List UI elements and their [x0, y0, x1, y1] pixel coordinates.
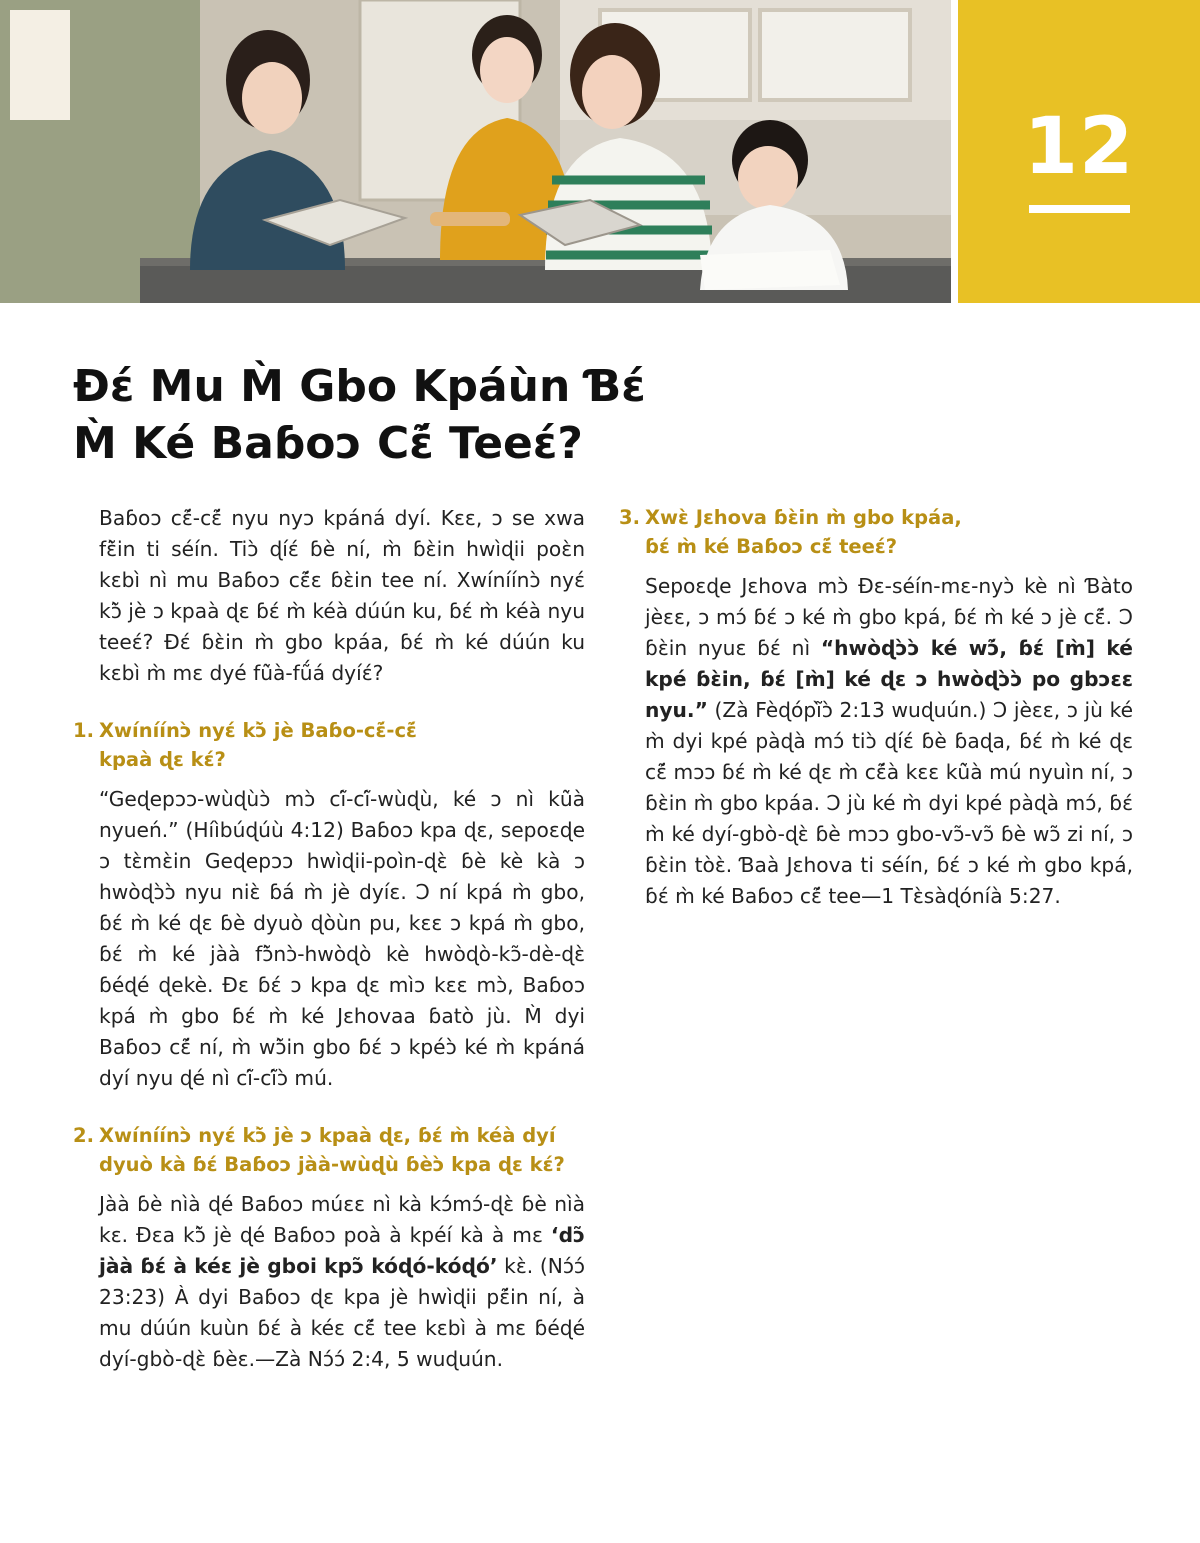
answer-2-text-b: kɛ̀. (Nɔ́ɔ́ 23:23) À dyi Baɓoɔ ɖɛ kpa jè hwìɖii pɛ̃́in ní, à mu dúún kuùn ɓɛ́ à kéɛ cɛ̃́ tee kɛbì à mɛ ɓéɖé dyí-gbò-ɖɛ̀ ɓèɛ.—Zà Nɔ́ɔ́ 2:4, 5 wuɖuún.: [99, 1254, 585, 1371]
question-3: [619, 503, 1133, 561]
answer-3-bold-quote: “hwòɖɔ̀ɔ̀ ké wɔ̃́, ɓɛ́ [m̀] ké kpé ɓɛ̀in, ɓɛ́ [m̀] ké ɖɛ ɔ hwòɖɔ̀ɔ̀ po gbɔɛɛ nyu.”: [645, 636, 1133, 722]
page-title-line-2: M̀ Ké Baɓoɔ Cɛ̃́ Teeɛ́?: [73, 418, 583, 469]
question-3-line-2: ɓɛ́ m̀ ké Baɓoɔ cɛ̃́ teeɛ́?: [645, 535, 898, 558]
page-title: [73, 358, 773, 472]
lesson-number-underline: [1029, 205, 1130, 213]
answer-1-paragraph: “Geɖepɔɔ-wùɖùɔ̀ mɔ̀ cĩ́-cĩ́-wùɖù, ké ɔ nì kũ̀à nyueń.” (Híìbúɖúù 4:12) Baɓoɔ kpa ɖɛ, sepoɛɖe ɔ tɛ̀mɛ̀in Geɖepɔɔ hwìɖii-poìn-ɖɛ̀ ɓè kè kà ɔ hwòɖɔ̀ɔ̀ nyu niɛ̀ ɓá m̀ jè dyíɛ. Ɔ ní kpá m̀ gbo, ɓɛ́ m̀ ké ɖɛ ɓè dyuò ɖòùn pu, kɛɛ ɔ kpá m̀ gbo, ɓɛ́ m̀ ké jàà fɔ̃̀nɔ̀-hwòɖò kè hwòɖò-kɔ̃-dè-ɖɛ̀ ɓéɖé ɖekè. Ɖɛ ɓɛ́ ɔ kpa ɖɛ mìɔ kɛɛ mɔ̀, Baɓoɔ kpá m̀ gbo ɓɛ́ m̀ ké Jɛhovaa ɓatò jù. M̀ dyi Baɓoɔ cɛ̃́ ní, m̀ wɔ̃̀in gbo ɓɛ́ ɔ kpéɔ̀ ké m̀ kpáná dyí nyu ɖé nì cĩ́-cĩ́ɔ̀ mú.: [99, 787, 585, 1090]
hero-photo: [0, 0, 951, 303]
family-bible-study-illustration: [0, 0, 951, 303]
answer-2-bold-quote: ‘dɔ̃ jàà ɓɛ́ à kéɛ jè gboi kpɔ̃ kóɖó-kóɖó’: [99, 1223, 585, 1278]
question-1: [73, 716, 585, 774]
question-2-line-1: Xwíníínɔ̀ nyɛ́ kɔ̃̀ jè ɔ kpaà ɖɛ, ɓɛ́ m̀ kéà dyí: [99, 1124, 556, 1147]
answer-3-text-a: Sepoɛɖe Jɛhova mɔ̀ Ɖɛ-séín-mɛ-nyɔ̀ kè nì Ɓàto jèɛɛ, ɔ mɔ́ ɓɛ́ ɔ ké m̀ gbo kpá, ɓɛ́ m̀ ké ɔ jè cɛ̃́. Ɔ ɓɛ̀in nyuɛ ɓɛ́ nì: [645, 574, 1133, 660]
question-1-line-2: kpaà ɖɛ kɛ́?: [99, 748, 226, 771]
answer-2-text-a: Jàà ɓè nìà ɖé Baɓoɔ múɛɛ nì kà kɔ́mɔ́-ɖɛ̀ ɓè nìà kɛ. Ɖɛa kɔ̃̀ jè ɖé Baɓoɔ poà à kpéí kà à mɛ: [99, 1192, 585, 1247]
answer-3-text-b: (Zà Fèɖópĩ̀ɔ̀ 2:13 wuɖuún.) Ɔ jèɛɛ, ɔ jù ké m̀ dyi kpé pàɖà mɔ́ tiɔ̀ ɖíɛ́ ɓè ɓaɖa, ɓɛ́ m̀ ké ɖɛ cɛ̃́ mɔɔ ɓɛ́ m̀ ké ɖɛ m̀ cɛ̃́à kɛɛ kũ̀à mú nyuìn ní, ɔ ɓɛ̀in m̀ gbo kpáa. Ɔ jù ké m̀ dyi kpé pàɖà mɔ́, ɓɛ́ m̀ ké dyí-gbò-ɖɛ̀ ɓè mɔɔ gbo-vɔ̃-vɔ̃ ɓè wɔ̃ zi ní, ɔ ɓɛ̀in tòɛ̀. Ɓaà Jɛhova ti séín, ɓɛ́ ɔ ké m̀ gbo kpá, ɓɛ́ m̀ ké Baɓoɔ cɛ̃́ tee—1 Tɛ̀sàɖóníà 5:27.: [645, 698, 1133, 908]
lesson-number-badge: [958, 0, 1200, 303]
page-title-line-1: Ɖɛ́ Mu M̀ Gbo Kpáùn Ɓɛ́: [73, 361, 646, 412]
left-column: [73, 503, 585, 1402]
intro-paragraph: Baɓoɔ cɛ̃́-cɛ̃́ nyu nyɔ kpáná dyí. Kɛɛ, ɔ se xwa fɛ̃̀in ti séín. Tiɔ̀ ɖíɛ́ ɓè ní, m̀ ɓɛ̀in hwìɖii poɛ̀n kɛbì nì mu Baɓoɔ cɛ̃́ɛ ɓɛ̀in tee ní. Xwíníínɔ̀ nyɛ́ kɔ̃̀ jè ɔ kpaà ɖɛ ɓɛ́ m̀ kéà dúún ku, ɓɛ́ m̀ kéà nyu teeɛ́? Ɖɛ́ ɓɛ̀in m̀ gbo kpáa, ɓɛ́ m̀ ké dúún ku kɛbì m̀ mɛ dyé fũ̀à-fṹá dyíɛ́?: [99, 506, 585, 685]
right-column: [619, 503, 1133, 939]
question-1-line-1: Xwíníínɔ̀ nyɛ́ kɔ̃̀ jè Baɓo-cɛ̃́-cɛ̃́: [99, 719, 417, 742]
question-2-number: 2.: [73, 1124, 94, 1147]
question-2: [73, 1121, 585, 1179]
answer-3-paragraph: [645, 571, 1133, 912]
question-2-line-2: dyuò kà ɓɛ́ Baɓoɔ jàà-wùɖù ɓèɔ̀ kpa ɖɛ kɛ́?: [99, 1153, 565, 1176]
question-3-number: 3.: [619, 506, 640, 529]
lesson-number: 12: [1023, 102, 1135, 192]
answer-2-paragraph: [99, 1189, 585, 1375]
question-3-line-1: Xwɛ̀ Jɛhova ɓɛ̀in m̀ gbo kpáa,: [645, 506, 962, 529]
question-1-number: 1.: [73, 719, 94, 742]
